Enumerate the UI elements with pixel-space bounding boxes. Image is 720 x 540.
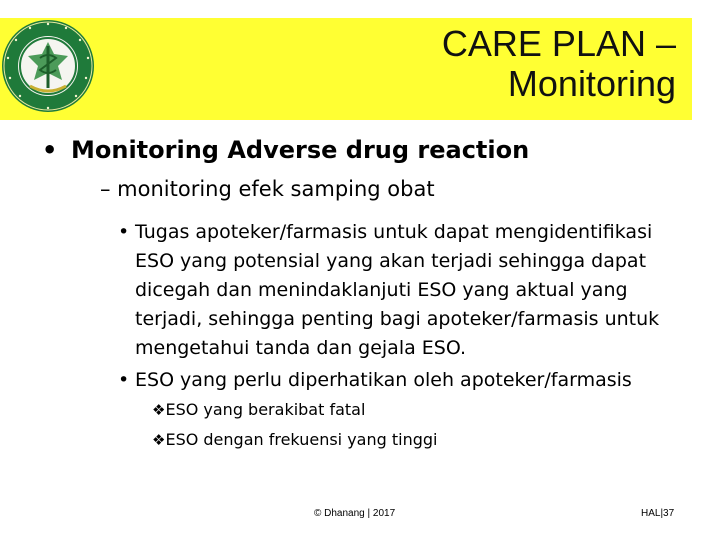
- diamond-bullet-icon: ❖: [152, 401, 166, 419]
- title-line-2: Monitoring: [507, 63, 676, 104]
- bullet-dot: •: [118, 221, 130, 243]
- footer-copyright: © Dhanang | 2017: [314, 508, 396, 519]
- diamond-bullet-icon: ❖: [152, 431, 166, 449]
- title-line-1: CARE PLAN –: [441, 23, 676, 64]
- bullet-text: Tugas apoteker/farmasis untuk dapat mengidentifikasi ESO yang potensial yang akan terjadi sehingga dapat dicegah dan menindaklanjuti ESO yang aktual yang terjadi, sehingga penting bagi apoteker/farmasis untuk mengetahui tanda dan gejala ESO.: [135, 221, 660, 359]
- sub-bullet-item: [152, 430, 437, 449]
- sub-bullet-text: ESO yang berakibat fatal: [165, 400, 366, 419]
- bullet-dot: •: [42, 136, 58, 164]
- college-seal-logo: [0, 18, 96, 114]
- footer-page-number: HAL|37: [641, 508, 675, 519]
- subheading: – monitoring efek samping obat: [100, 177, 435, 201]
- bullet-dot: •: [118, 369, 130, 391]
- heading-text: Monitoring Adverse drug reaction: [71, 136, 530, 164]
- bullet-text: ESO yang perlu diperhatikan oleh apoteker/farmasis: [135, 369, 632, 391]
- slide-title: [276, 24, 676, 104]
- sub-bullet-text: ESO dengan frekuensi yang tinggi: [165, 430, 438, 449]
- sub-bullet-item: [152, 400, 365, 419]
